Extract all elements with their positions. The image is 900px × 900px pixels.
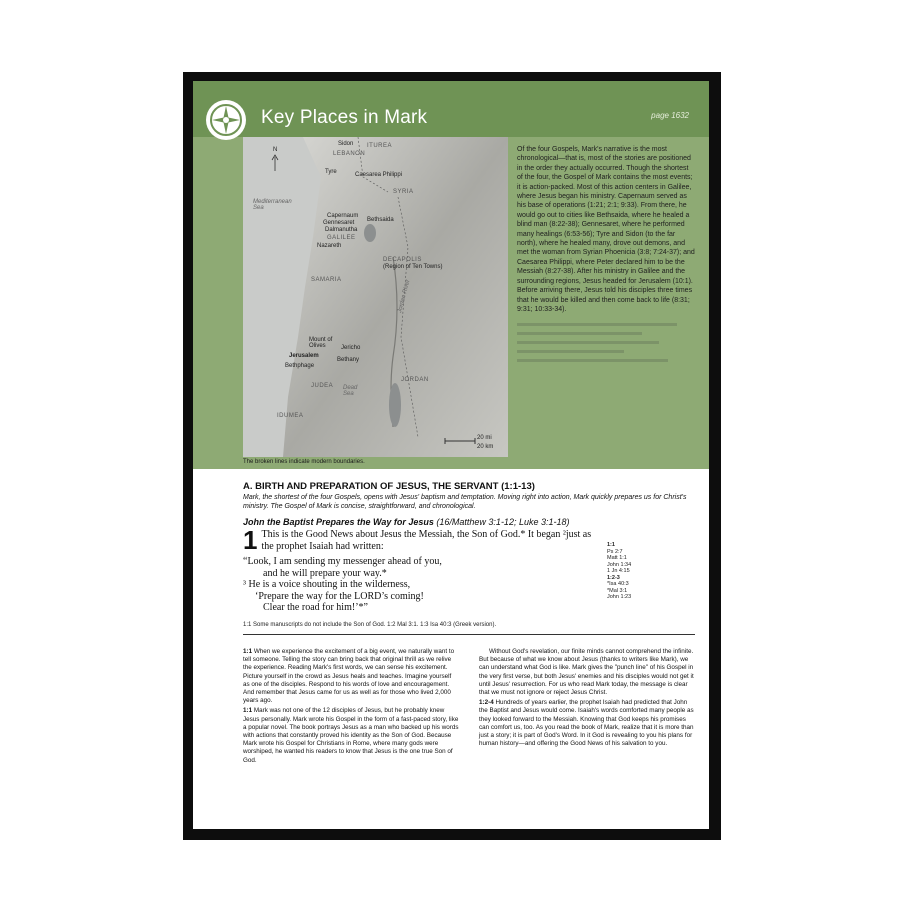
quote-line-5: Clear the road for him!’*” [263, 602, 368, 613]
map-label-caesarea-philippi: Caesarea Philippi [355, 172, 403, 178]
note-text: Without God's revelation, our finite minds cannot comprehend the infinite. But because of what we know about Jesus (thanks to writers like Mark), we can understand what God is like. Mark gives the "punch line" of his Gospel in the very first verse, but both Jesus' enemies and his disciples would not get it until Jesus' resurrection. For us who read Mark today, the message is clear that we must not ignore or reject Jesus Christ. [479, 648, 694, 697]
map-label-jordan-river: Jordan River [397, 279, 412, 314]
note-ref: 1:1 [243, 648, 253, 655]
map-label-dalmanutha: Dalmanutha [325, 227, 358, 233]
map-label-lebanon: LEBANON [333, 151, 366, 157]
footnotes: 1:1 Some manuscripts do not include the Son of God. 1:2 Mal 3:1. 1:3 Isa 40:3 (Greek version). [243, 621, 497, 628]
pericope-heading [243, 517, 695, 527]
book-page [193, 81, 709, 829]
map-label-bethphage: Bethphage [285, 363, 315, 369]
section-heading: A. BIRTH AND PREPARATION OF JESUS, THE SERVANT (1:1-13) [243, 481, 535, 492]
map-label-decapolis-sub: (Region of Ten Towns) [383, 264, 443, 270]
pericope-ref: (16/Matthew 3:1-12; Luke 3:1-18) [436, 517, 570, 527]
map-label-syria: SYRIA [393, 189, 414, 195]
map-label-jordan: JORDAN [401, 377, 429, 383]
pericope-title: John the Baptist Prepares the Way for Jesus [243, 517, 434, 527]
map-label-gennesaret: Gennesaret [323, 220, 355, 226]
map-commentary [517, 145, 695, 314]
map-label-jericho: Jericho [341, 345, 361, 351]
map-commentary-text: Of the four Gospels, Mark's narrative is the most chronological—that is, most of the stories are positioned in the order they actually occurred. Though the shortest of the four, the Gospel of Mark contains the most events; it is action-packed. Most of this action centers in Galilee, where Jesus began his ministry. Capernaum served as his base of operations (1:21; 2:1; 9:33). From there, he would go out to cities like Bethsaida, where he healed a blind man (8:22-38); Gennesaret, where he performed many healings (6:53-56); Tyre and Sidon (to the far north), where he healed many, drove out demons, and met the woman from Syrian Phoenicia (3:8; 7:24-37); and Caesarea Philippi, where Peter declared him to be the Messiah (8:27-38). After his ministry in Galilee and the surrounding regions, Jesus headed for Jerusalem (10:1). Before arriving there, Jesus told his disciples three times that he would be killed and then come back to life (8:31; 9:31; 10:33-34). [517, 146, 695, 313]
map-label-tyre: Tyre [325, 169, 337, 175]
quote-line-1: “Look, I am sending my messenger ahead of you, [243, 556, 442, 567]
section-intro: Mark, the shortest of the four Gospels, opens with Jesus' baptism and temptation. Moving right into action, Mark quickly prepares us for Christ's ministry. The Gospel of Mark is concise, straightforward, and chronological. [243, 494, 687, 510]
xref-item: John 1:34 [607, 561, 632, 568]
bleed-through-text [517, 323, 695, 383]
study-note [243, 648, 459, 705]
note-ref: 1:1 [243, 707, 253, 715]
bible-text-section [243, 481, 695, 635]
xref-item: John 1:23 [607, 594, 632, 600]
map-label-iturea: ITUREA [367, 143, 393, 149]
map-label-decapolis: DECAPOLIS [383, 257, 422, 263]
quote-line-3: ³ He is a voice shouting in the wilderness, [243, 579, 411, 590]
map-north-arrow: N [273, 147, 278, 153]
chapter-number: 1 [243, 525, 258, 555]
map-label-mount-of-olives: Mount of Olives [309, 337, 333, 349]
study-note [479, 699, 695, 748]
divider [243, 634, 695, 635]
study-note [243, 707, 459, 764]
verse-line-2: the prophet Isaiah had written: [261, 540, 384, 552]
xref-item: Matt 1:1 [607, 555, 627, 561]
notes-column-right [479, 648, 695, 750]
xref-heading-2: 1:2-3 [607, 574, 620, 581]
map-label-galilee: GALILEE [327, 235, 356, 241]
page-title: Key Places in Mark [261, 107, 428, 128]
cross-references [607, 542, 631, 601]
note-ref: 1:2-4 [479, 699, 494, 707]
map-label-nazareth: Nazareth [317, 243, 342, 249]
map-label-dead-sea: Dead Sea [343, 385, 358, 397]
map-label-sidon: Sidon [338, 141, 354, 147]
quote-line-2: and he will prepare your way.* [263, 567, 387, 579]
map-scale-miles: 20 mi [477, 435, 492, 441]
map [243, 137, 508, 457]
note-text: Hundreds of years earlier, the prophet Isaiah had predicted that John the Baptist and Jesus would come. Isaiah's words comforted many people as they looked forward to the Messiah. Knowing that God keeps his promises can comfort us, too. As you read the book of Mark, realize that it is more than just a story; it is part of God's Word. In it God is revealing to you his plans for human history—and offering the Good News of his salvation to you. [479, 699, 694, 748]
study-note [479, 648, 695, 697]
map-scale-km: 20 km [477, 444, 494, 450]
quote-line-4: ‘Prepare the way for the LORD’s coming! [255, 590, 424, 602]
map-label-idumea: IDUMEA [277, 413, 304, 419]
compass-icon [205, 99, 247, 141]
map-terrain [243, 137, 508, 457]
notes-column-left [243, 648, 459, 767]
map-label-bethsaida: Bethsaida [367, 217, 394, 223]
map-label-mediterranean: Mediterranean Sea [253, 199, 292, 211]
scripture-passage [243, 525, 598, 614]
xref-item: 1 Jn 4:15 [607, 568, 630, 574]
map-label-capernaum: Capernaum [327, 213, 359, 219]
map-label-judea: JUDEA [311, 383, 334, 389]
xref-heading-1: 1:1 [607, 542, 615, 548]
note-text: Mark was not one of the 12 disciples of Jesus, but he probably knew Jesus personally. Mark wrote his Gospel in the form of a fast-paced story, like a popular novel. The book portrays Jesus as a man who backed up his words with actions that constantly proved his identity as the Son of God. Because Mark wrote his Gospel for Christians in Rome, where many gods were worshiped, he wanted his readers to know that Jesus is the one true Son of God. [243, 707, 459, 764]
xref-item: *Mal 3:1 [607, 587, 628, 594]
xref-item: *Isa 40:3 [607, 581, 629, 587]
verse-line-1: This is the Good News about Jesus the Messiah, the Son of God.* It began ²just as [261, 529, 592, 540]
map-label-bethany: Bethany [337, 357, 360, 363]
xref-item: Ps 2:7 [607, 548, 623, 555]
map-label-jerusalem: Jerusalem [289, 353, 319, 359]
page-reference: page 1632 [651, 111, 689, 120]
map-label-samaria: SAMARIA [311, 277, 342, 283]
note-text: When we experience the excitement of a big event, we naturally want to tell someone. Telling the story can bring back that original thrill as we relive the experience. Reading Mark's first words, we can sense his excitement. Picture yourself in the crowd as Jesus heals and teaches. Imagine yourself as one of the disciples. Respond to his words of love and encouragement. And remember that Jesus came for us as well as for those who lived 2,000 years ago. [243, 648, 455, 705]
map-caption: The broken lines indicate modern boundaries. [243, 459, 365, 465]
